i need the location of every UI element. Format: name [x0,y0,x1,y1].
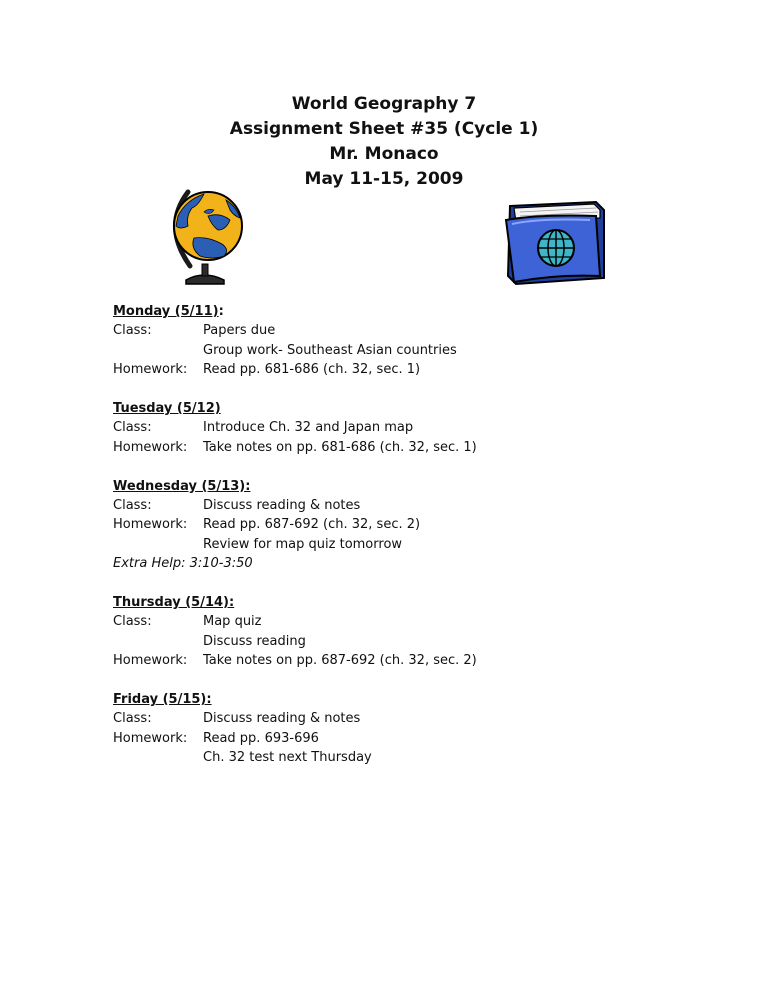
day-wednesday [113,477,673,574]
schedule-row [113,321,673,340]
row-text: Read pp. 693-696 [203,730,319,746]
day-thursday [113,593,673,671]
row-label [113,748,203,767]
title-block [0,92,768,192]
day-tuesday [113,399,673,457]
day-friday [113,690,673,768]
row-label: Class: [113,323,152,339]
schedule-row [113,748,673,767]
geography-book-icon [500,198,608,286]
row-text: Discuss reading & notes [203,711,361,727]
row-label [113,535,203,554]
schedule-row [113,515,673,534]
schedule-row [113,496,673,515]
weekly-schedule [113,302,673,787]
schedule-row [113,651,673,670]
row-label: Homework: [113,517,188,533]
schedule-row [113,612,673,631]
row-text: Map quiz [203,614,262,630]
row-text: Read pp. 681-686 (ch. 32, sec. 1) [203,362,421,378]
row-label: Class: [113,498,152,514]
day-heading: Friday (5/15): [113,692,212,708]
day-heading: Wednesday (5/13): [113,478,251,494]
globe-icon [164,186,246,286]
assignment-sheet-title: Assignment Sheet #35 (Cycle 1) [229,119,539,139]
date-range: May 11-15, 2009 [304,169,464,189]
course-title: World Geography 7 [291,94,477,114]
schedule-row [113,341,673,360]
schedule-row [113,438,673,457]
schedule-row [113,360,673,379]
day-heading: Thursday (5/14): [113,595,235,611]
schedule-row [113,418,673,437]
row-label: Class: [113,711,152,727]
row-label: Class: [113,420,152,436]
row-text: Review for map quiz tomorrow [203,536,403,552]
row-label: Class: [113,614,152,630]
row-label: Homework: [113,439,188,455]
row-text: Discuss reading [203,633,306,649]
row-label: Homework: [113,730,188,746]
day-heading: Monday (5/11): [113,304,224,319]
row-text: Take notes on pp. 687-692 (ch. 32, sec. 2) [203,653,477,669]
row-text: Read pp. 687-692 (ch. 32, sec. 2) [203,517,421,533]
day-heading: Tuesday (5/12) [113,401,221,417]
day-monday [113,302,673,380]
row-text: Take notes on pp. 681-686 (ch. 32, sec. 1) [203,439,477,455]
schedule-row [113,632,673,651]
extra-help-note: Extra Help: 3:10-3:50 [113,556,253,572]
row-label: Homework: [113,653,188,669]
row-text: Ch. 32 test next Thursday [203,750,372,766]
row-text: Introduce Ch. 32 and Japan map [203,420,414,436]
row-label [113,341,203,360]
row-text: Group work- Southeast Asian countries [203,342,457,358]
row-label [113,632,203,651]
schedule-row [113,535,673,554]
schedule-row [113,729,673,748]
row-label: Homework: [113,362,188,378]
teacher-name: Mr. Monaco [329,144,439,164]
row-text: Discuss reading & notes [203,498,361,514]
schedule-row [113,709,673,728]
row-text: Papers due [203,323,276,339]
